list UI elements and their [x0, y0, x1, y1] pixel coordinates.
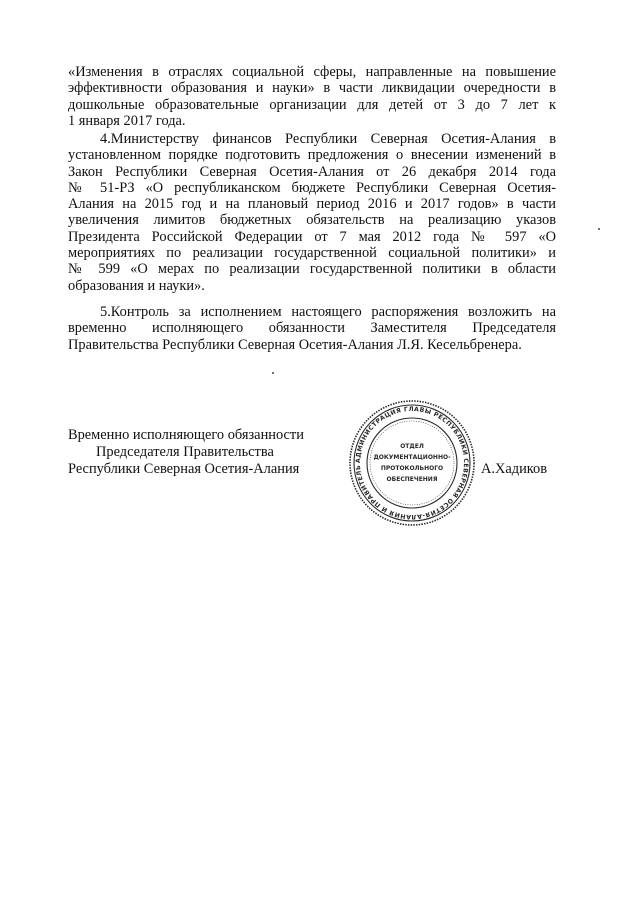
- signatory-position-line-1: Временно исполняющего обязанности: [68, 427, 304, 443]
- paragraph-line: № 599 «О мерах по реализации государственной политики в области: [68, 261, 556, 278]
- stamp-ring-text: АДМИНИСТРАЦИЯ ГЛАВЫ РЕСПУБЛИКИ СЕВЕРНАЯ ОСЕТИЯ-АЛАНИЯ И ПРАВИТЕЛЬ: [354, 405, 470, 521]
- paragraph-line: увеличения лимитов бюджетных обязательств на реализацию указов: [68, 212, 556, 229]
- paragraph-line: образования и науки».: [68, 277, 205, 294]
- paragraph-line: «Изменения в отраслях социальной сферы, направленные на повышение: [68, 64, 556, 80]
- stamp-inner-line-1: ОТДЕЛ: [400, 443, 424, 450]
- paragraph-line: 4.Министерству финансов Республики Северная Осетия-Алания в: [100, 131, 556, 147]
- stamp-seal-graphic: [347, 398, 477, 528]
- stamp-inner-line-2: ДОКУМЕНТАЦИОННО-: [373, 454, 451, 461]
- stamp-inner-line-3: ПРОТОКОЛЬНОГО: [380, 465, 444, 472]
- paragraph-line: мероприятиях по реализации государственной социальной политики» и: [68, 245, 556, 262]
- signatory-position-line-2: Председателя Правительства: [96, 444, 274, 460]
- official-stamp: [347, 398, 477, 528]
- scan-speck: [598, 228, 600, 230]
- paragraph-line: 5.Контроль за исполнением настоящего распоряжения возложить на: [100, 304, 556, 320]
- stamp-inner-line-4: ОБЕСПЕЧЕНИЯ: [386, 476, 438, 483]
- paragraph-line: Президента Российской Федерации от 7 мая 2012 года № 597 «О: [68, 228, 556, 245]
- paragraph-5: [68, 304, 556, 353]
- scan-speck: [272, 372, 274, 374]
- paragraph-4: [68, 131, 556, 294]
- paragraph-line: 1 января 2017 года.: [68, 112, 186, 129]
- signatory-name: А.Хадиков: [481, 461, 548, 477]
- paragraph-line: установленном порядке подготовить предложения о внесении изменений в: [68, 147, 556, 164]
- paragraph-line: эффективности образования и науки» в части ликвидации очередности в: [68, 80, 556, 97]
- paragraph-3-tail: [68, 64, 556, 129]
- signatory-position-line-3: Республики Северная Осетия-Алания: [68, 461, 300, 477]
- paragraph-line: дошкольные образовательные организации для детей от 3 до 7 лет к: [68, 96, 556, 113]
- paragraph-line: № 51-РЗ «О республиканском бюджете Республики Северная Осетия-: [68, 179, 556, 196]
- paragraph-line: Правительства Республики Северная Осетия-Алания Л.Я. Кесельбренера.: [68, 336, 522, 353]
- paragraph-line: временно исполняющего обязанности Заместителя Председателя: [68, 320, 556, 337]
- paragraph-line: Закон Республики Северная Осетия-Алания от 26 декабря 2014 года: [68, 163, 556, 180]
- paragraph-line: Алания на 2015 год и на плановый период 2016 и 2017 годов» в части: [68, 196, 556, 213]
